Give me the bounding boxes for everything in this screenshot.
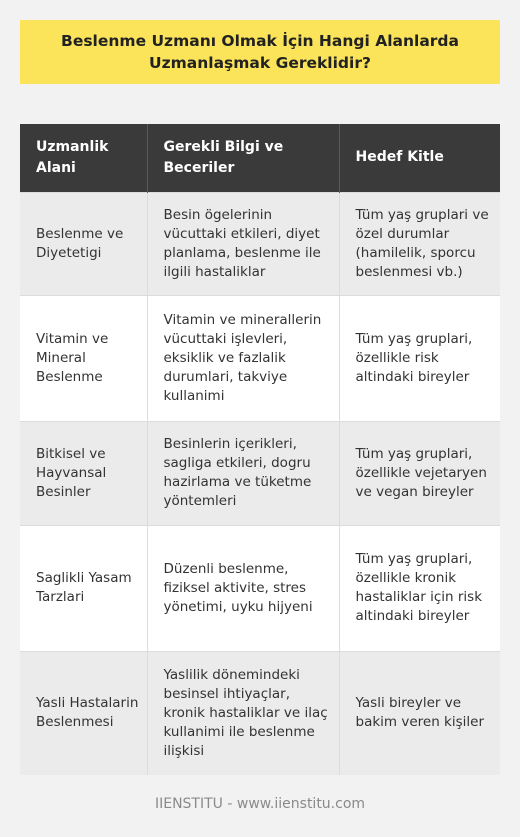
header-skills: Gerekli Bilgi ve Beceriler [147, 124, 339, 192]
cell-audience: Tüm yaş gruplari, özellikle vejetaryen ve vegan bireyler [339, 421, 500, 525]
cell-audience: Yasli bireyler ve bakim veren kişiler [339, 651, 500, 775]
table-row [20, 421, 500, 525]
cell-audience: Tüm yaş gruplari ve özel durumlar (hamilelik, sporcu beslenmesi vb.) [339, 192, 500, 295]
cell-skills: Besin ögelerinin vücuttaki etkileri, diyet planlama, beslenme ile ilgili hastaliklar [147, 192, 339, 295]
cell-specialization: Vitamin ve Mineral Beslenme [20, 295, 147, 421]
cell-skills: Düzenli beslenme, fiziksel aktivite, stres yönetimi, uyku hijyeni [147, 525, 339, 651]
cell-skills: Besinlerin içerikleri, sagliga etkileri, dogru hazirlama ve tüketme yöntemleri [147, 421, 339, 525]
table-row [20, 192, 500, 295]
page-title: Beslenme Uzmanı Olmak İçin Hangi Alanlarda Uzmanlaşmak Gereklidir? [61, 32, 459, 72]
cell-skills: Vitamin ve minerallerin vücuttaki işlevleri, eksiklik ve fazlalik durumlari, takviye kullanimi [147, 295, 339, 421]
cell-audience: Tüm yaş gruplari, özellikle risk altindaki bireyler [339, 295, 500, 421]
table-row [20, 651, 500, 775]
table-header-row [20, 124, 500, 192]
cell-specialization: Saglikli Yasam Tarzlari [20, 525, 147, 651]
title-banner [20, 20, 500, 84]
header-specialization: Uzmanlik Alani [20, 124, 147, 192]
table-row [20, 525, 500, 651]
cell-specialization: Beslenme ve Diyetetigi [20, 192, 147, 295]
footer-credit: IIENSTITU - www.iienstitu.com [154, 796, 366, 812]
cell-audience: Tüm yaş gruplari, özellikle kronik hastaliklar için risk altindaki bireyler [339, 525, 500, 651]
header-audience: Hedef Kitle [355, 149, 444, 166]
cell-specialization: Bitkisel ve Hayvansal Besinler [20, 421, 147, 525]
table-row [20, 295, 500, 421]
cell-skills: Yaslilik dönemindeki besinsel ihtiyaçlar, kronik hastaliklar ve ilaç kullanimi ile beslenme ilişkisi [147, 651, 339, 775]
cell-specialization: Yasli Hastalarin Beslenmesi [20, 651, 147, 775]
specialization-table [20, 124, 500, 775]
